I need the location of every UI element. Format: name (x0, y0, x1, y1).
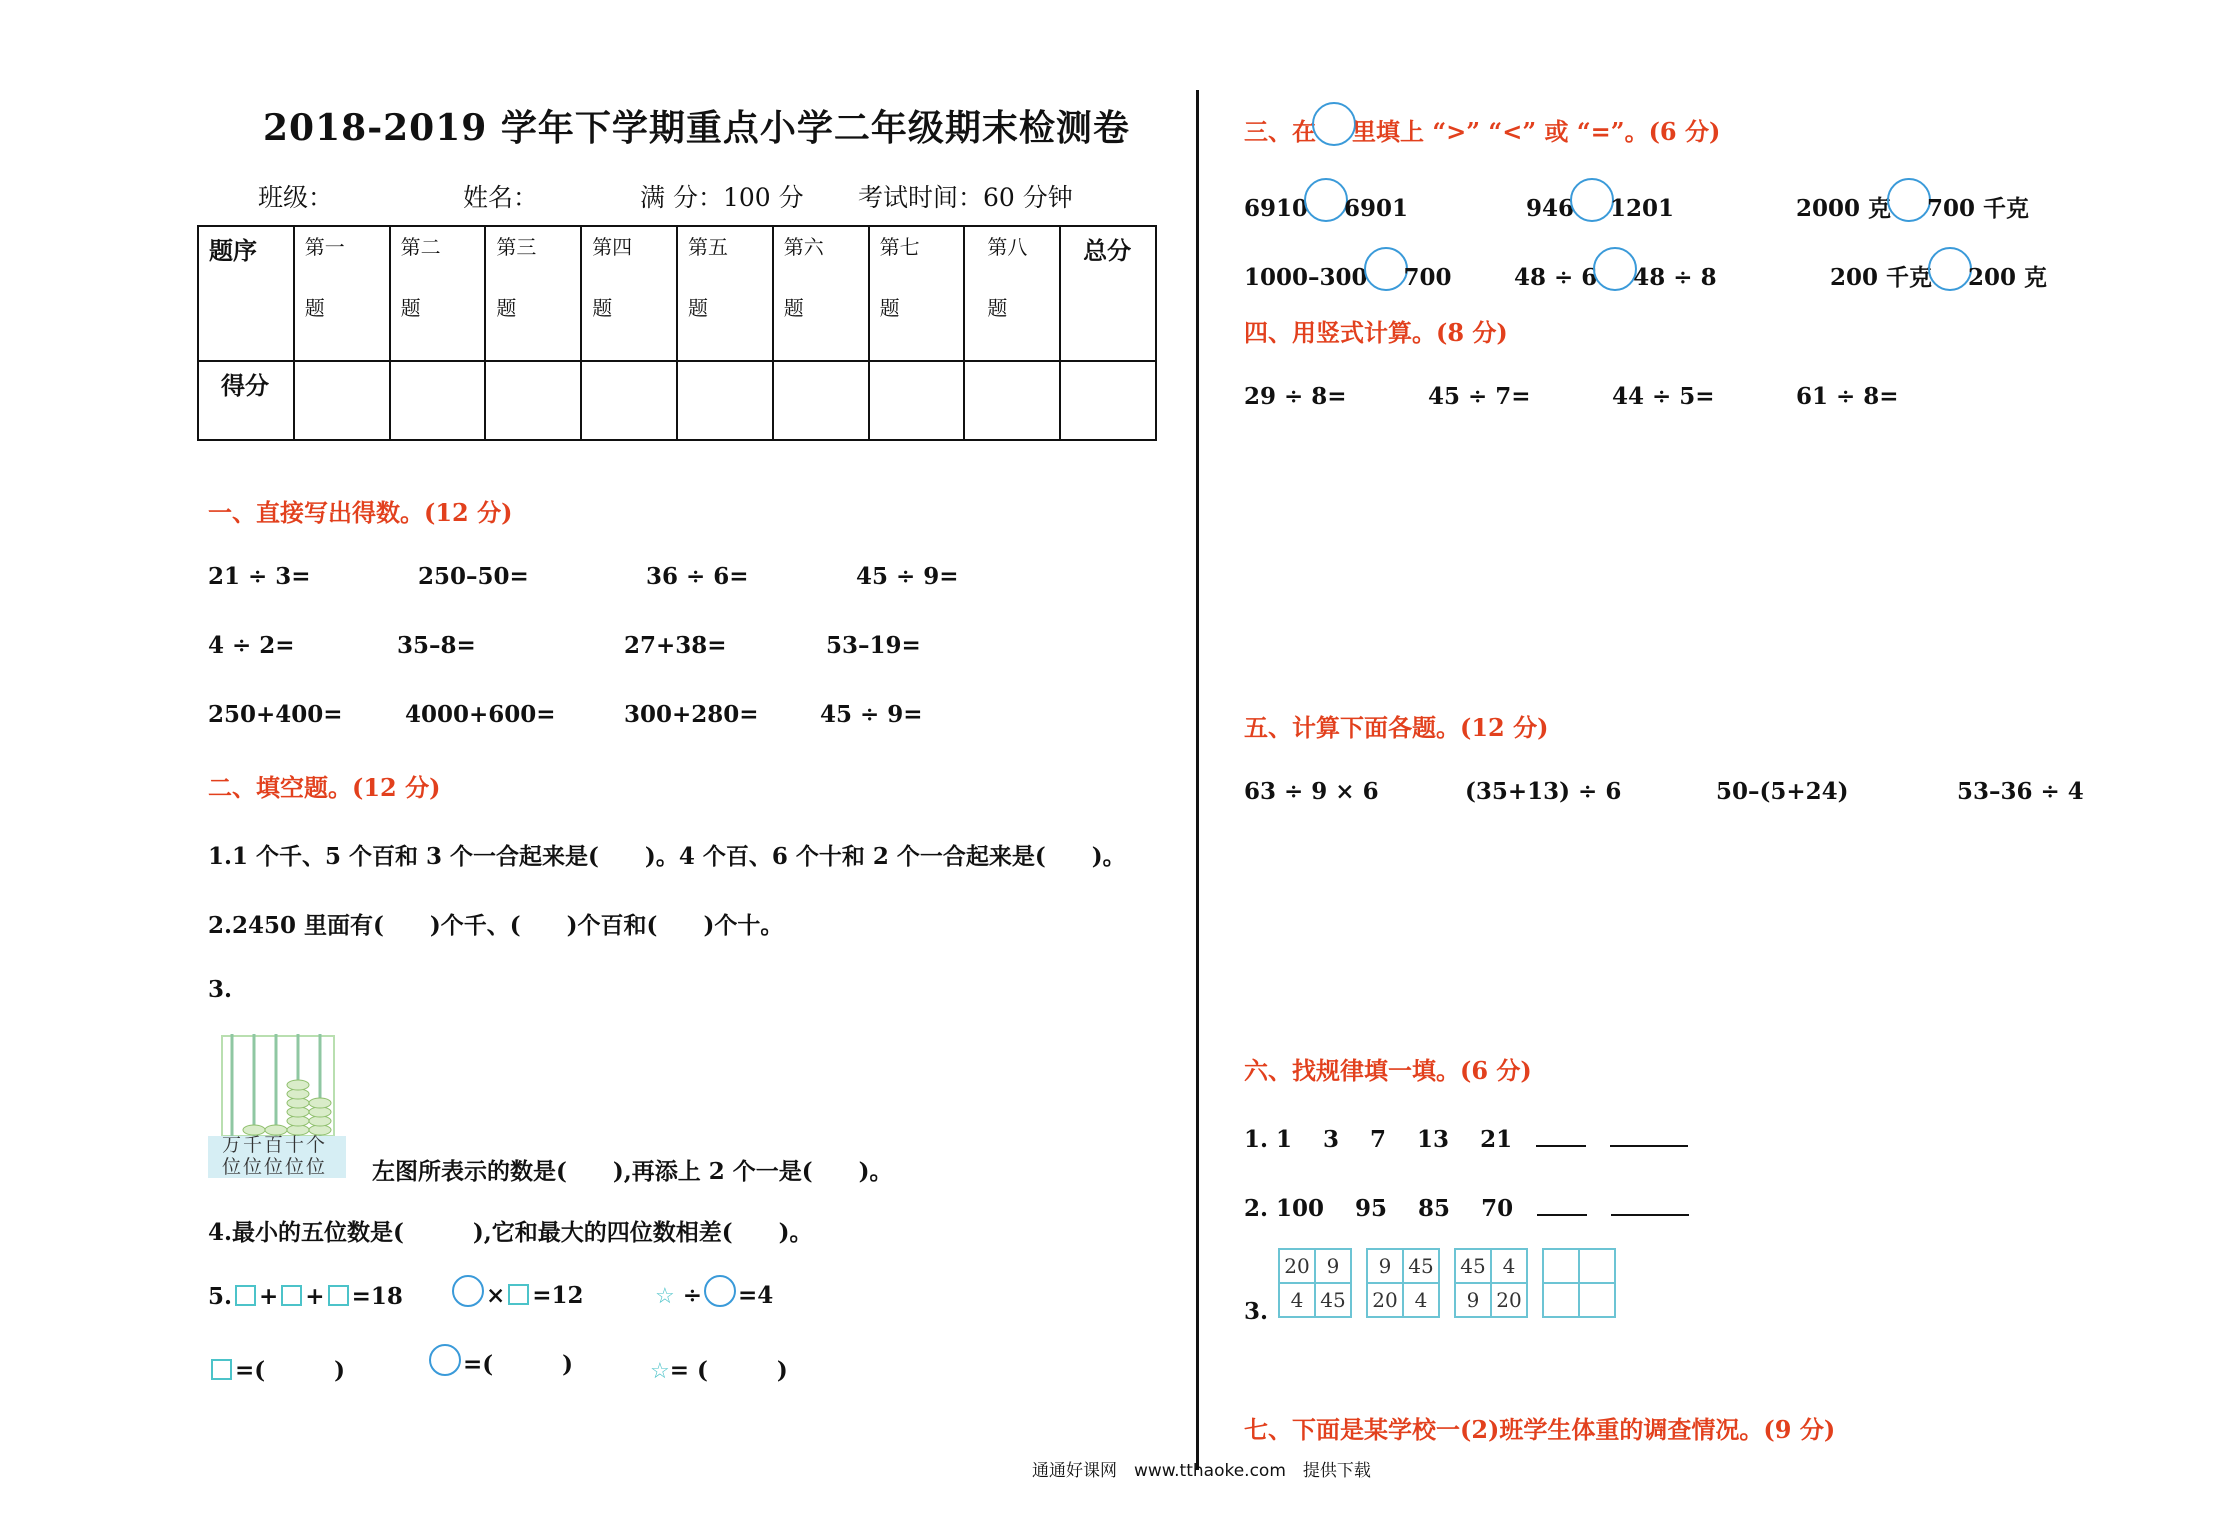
section-6-heading: 六、找规律填一填。(6 分) (1244, 1056, 1532, 1085)
section-1-heading: 一、直接写出得数。(12 分) (208, 498, 513, 527)
answer-paren: = ( ) (669, 1357, 788, 1384)
score-col-1 (294, 226, 390, 361)
compare-right: 1201 (1610, 195, 1675, 222)
question-5-number: 5. (208, 1283, 233, 1310)
section-7-heading: 七、下面是某学校一(2)班学生体重的调查情况。(9 分) (1244, 1415, 1836, 1444)
compare-item (1830, 247, 2047, 292)
grid-cell: 4 (1491, 1249, 1527, 1283)
vertical-calc-item: 61 ÷ 8= (1796, 383, 1899, 410)
page-title: 2018-2019 学年下学期重点小学二年级期末检测卷 (263, 107, 1130, 149)
section-3-heading-pre: 三、在 (1244, 117, 1316, 146)
fill-question-3-text: 左图所表示的数是( ),再添上 2 个一是( )。 (372, 1158, 893, 1185)
score-col-2 (390, 226, 486, 361)
circle-icon (704, 1275, 736, 1307)
fill-question-1: 1.1 个千、5 个百和 3 个一合起来是( )。4 个百、6 个十和 2 个一合起来是( )。 (208, 843, 1126, 870)
mixed-calc-item: 63 ÷ 9 × 6 (1244, 778, 1379, 805)
section-2-heading: 二、填空题。(12 分) (208, 773, 441, 802)
exam-time-label: 考试时间：60 分钟 (858, 183, 1073, 212)
fill-question-4: 4.最小的五位数是( ),它和最大的四位数相差( )。 (208, 1219, 813, 1246)
footer-text: 通通好课网 www.tthaoke.com 提供下载 (1032, 1461, 1371, 1481)
compare-right: 48 ÷ 8 (1633, 264, 1717, 291)
answer-paren: =( ) (463, 1351, 574, 1378)
score-col-6 (773, 226, 869, 361)
star-icon: ☆ (650, 1359, 670, 1384)
circle-icon (452, 1275, 484, 1307)
col-label-top: 第一 (304, 235, 345, 259)
col-label-bottom: 题 (879, 296, 900, 320)
compare-circle[interactable] (1304, 178, 1348, 222)
equation-result: =4 (738, 1282, 774, 1309)
number-grid-4-empty (1542, 1248, 1616, 1318)
square-icon (508, 1284, 529, 1305)
calc-item: 35–8= (397, 632, 476, 659)
grid-cell: 9 (1315, 1249, 1351, 1283)
compare-left: 946 (1526, 195, 1575, 222)
compare-circle[interactable] (1887, 178, 1931, 222)
class-label: 班级： (258, 183, 334, 212)
score-cell[interactable] (773, 361, 869, 440)
compare-item (1244, 247, 1452, 291)
star-circle-equation (655, 1275, 773, 1309)
grid-cell: 45 (1455, 1249, 1491, 1283)
row-header-score: 得分 (198, 361, 294, 440)
equation-result: =18 (351, 1283, 403, 1310)
compare-item (1244, 178, 1408, 222)
compare-item (1526, 178, 1674, 222)
circle-icon (1312, 102, 1356, 146)
col-label-bottom: 题 (400, 296, 421, 320)
number-grid-3 (1454, 1248, 1528, 1318)
score-cell[interactable] (869, 361, 965, 440)
answer-paren: =( ) (235, 1357, 346, 1384)
col-label-top: 第五 (687, 235, 728, 259)
compare-circle[interactable] (1364, 247, 1408, 291)
score-cell[interactable] (677, 361, 773, 440)
compare-left: 6910 (1244, 195, 1309, 222)
plus-sign: + (305, 1283, 325, 1310)
compare-left: 2000 克 (1796, 195, 1892, 222)
calc-item: 4 ÷ 2= (208, 632, 295, 659)
grid-cell-input[interactable] (1543, 1249, 1579, 1283)
calc-item: 45 ÷ 9= (820, 701, 923, 728)
col-label-bottom: 题 (304, 296, 325, 320)
square-icon (235, 1285, 256, 1306)
mixed-calc-item: 50–(5+24) (1716, 778, 1849, 805)
full-score-label: 满 分：100 分 (640, 183, 804, 212)
calc-item: 4000+600= (405, 701, 556, 728)
grid-cell: 9 (1367, 1249, 1403, 1283)
square-icon (211, 1359, 232, 1380)
pattern-sequence: 2. 100 95 85 70 (1244, 1195, 1514, 1222)
pattern-question-3-number: 3. (1244, 1298, 1269, 1325)
name-label: 姓名： (463, 183, 539, 212)
square-icon (281, 1285, 302, 1306)
col-label-bottom: 题 (496, 296, 517, 320)
score-table (197, 225, 1157, 441)
answer-blank[interactable] (1536, 1125, 1586, 1147)
fill-question-2: 2.2450 里面有( )个千、( )个百和( )个十。 (208, 912, 784, 939)
star-answer (650, 1352, 788, 1385)
section-5-heading: 五、计算下面各题。(12 分) (1244, 713, 1549, 742)
pattern-sequence: 1. 1 3 7 13 21 (1244, 1126, 1513, 1153)
mixed-calc-item: (35+13) ÷ 6 (1465, 778, 1622, 805)
section-3-heading (1244, 102, 1720, 147)
total-header: 总分 (1060, 226, 1156, 361)
grid-cell: 9 (1455, 1283, 1491, 1317)
vertical-calc-item: 45 ÷ 7= (1428, 383, 1531, 410)
grid-cell: 45 (1315, 1283, 1351, 1317)
calc-item: 300+280= (624, 701, 759, 728)
fill-question-5 (208, 1283, 403, 1310)
compare-circle[interactable] (1928, 247, 1972, 291)
score-cell[interactable] (964, 361, 1060, 440)
compare-item (1796, 178, 2029, 223)
plus-sign: + (259, 1283, 279, 1310)
calc-item: 250+400= (208, 701, 343, 728)
col-label-top: 第六 (783, 235, 824, 259)
score-cell[interactable] (294, 361, 390, 440)
col-label-bottom: 题 (783, 296, 804, 320)
section-3-heading-post: 里填上 “>” “<” 或 “=”。(6 分) (1352, 117, 1721, 146)
calc-item: 36 ÷ 6= (646, 563, 749, 590)
col-label-top: 第二 (400, 235, 441, 259)
compare-left: 48 ÷ 6 (1514, 264, 1598, 291)
calc-item: 27+38= (624, 632, 727, 659)
score-col-8 (964, 226, 1060, 361)
square-answer (208, 1352, 345, 1385)
divide-sign: ÷ (682, 1282, 703, 1309)
grid-cell: 20 (1367, 1283, 1403, 1317)
col-label-top: 第七 (879, 235, 920, 259)
calc-item: 53–19= (826, 632, 921, 659)
compare-circle[interactable] (1593, 247, 1637, 291)
col-label-bottom: 题 (592, 296, 613, 320)
col-label-bottom: 题 (987, 296, 1008, 320)
col-label-top: 第八 (987, 235, 1028, 259)
column-divider (1196, 90, 1199, 1470)
compare-left: 1000–300 (1244, 264, 1368, 291)
calc-item: 45 ÷ 9= (856, 563, 959, 590)
fill-question-3-number: 3. (208, 976, 233, 1003)
compare-right: 200 克 (1968, 264, 2048, 291)
calc-item: 21 ÷ 3= (208, 563, 311, 590)
circle-icon (429, 1344, 461, 1376)
grid-cell: 45 (1403, 1249, 1439, 1283)
calc-item: 250–50= (418, 563, 529, 590)
circle-square-equation (450, 1275, 584, 1309)
compare-item (1514, 247, 1717, 291)
vertical-calc-item: 29 ÷ 8= (1244, 383, 1347, 410)
number-grid-2 (1366, 1248, 1440, 1318)
abacus-label-top: 万千百十个 (222, 1134, 328, 1156)
score-col-5 (677, 226, 773, 361)
answer-blank[interactable] (1537, 1194, 1587, 1216)
circle-answer (427, 1344, 573, 1379)
grid-cell: 4 (1403, 1283, 1439, 1317)
score-cell[interactable] (390, 361, 486, 440)
col-label-top: 第三 (496, 235, 537, 259)
star-icon: ☆ (655, 1284, 675, 1309)
compare-left: 200 千克 (1830, 264, 1933, 291)
grid-cell: 20 (1279, 1249, 1315, 1283)
square-icon (328, 1285, 349, 1306)
grid-cell-input[interactable] (1543, 1283, 1579, 1317)
grid-cell-input[interactable] (1579, 1249, 1615, 1283)
answer-blank[interactable] (1611, 1194, 1689, 1216)
grid-cell: 4 (1279, 1283, 1315, 1317)
mixed-calc-item: 53–36 ÷ 4 (1957, 778, 2084, 805)
pattern-question-2 (1244, 1190, 1689, 1223)
compare-right: 6901 (1344, 195, 1409, 222)
score-cell[interactable] (581, 361, 677, 440)
total-cell[interactable] (1060, 361, 1156, 440)
compare-right: 700 千克 (1927, 195, 2030, 222)
score-col-3 (485, 226, 581, 361)
number-grid-1 (1278, 1248, 1352, 1318)
compare-right: 700 (1403, 264, 1452, 291)
abacus-label-bottom: 位位位位位 (222, 1156, 328, 1178)
score-col-4 (581, 226, 677, 361)
section-4-heading: 四、用竖式计算。(8 分) (1244, 318, 1508, 347)
answer-blank[interactable] (1610, 1125, 1688, 1147)
pattern-question-1 (1244, 1121, 1688, 1154)
equation-result: =12 (532, 1282, 584, 1309)
score-cell[interactable] (485, 361, 581, 440)
col-label-top: 第四 (592, 235, 633, 259)
vertical-calc-item: 44 ÷ 5= (1612, 383, 1715, 410)
grid-cell: 20 (1491, 1283, 1527, 1317)
row-header-order: 题序 (198, 226, 294, 361)
times-sign: × (486, 1282, 506, 1309)
col-label-bottom: 题 (687, 296, 708, 320)
grid-cell-input[interactable] (1579, 1283, 1615, 1317)
score-col-7 (869, 226, 965, 361)
compare-circle[interactable] (1570, 178, 1614, 222)
